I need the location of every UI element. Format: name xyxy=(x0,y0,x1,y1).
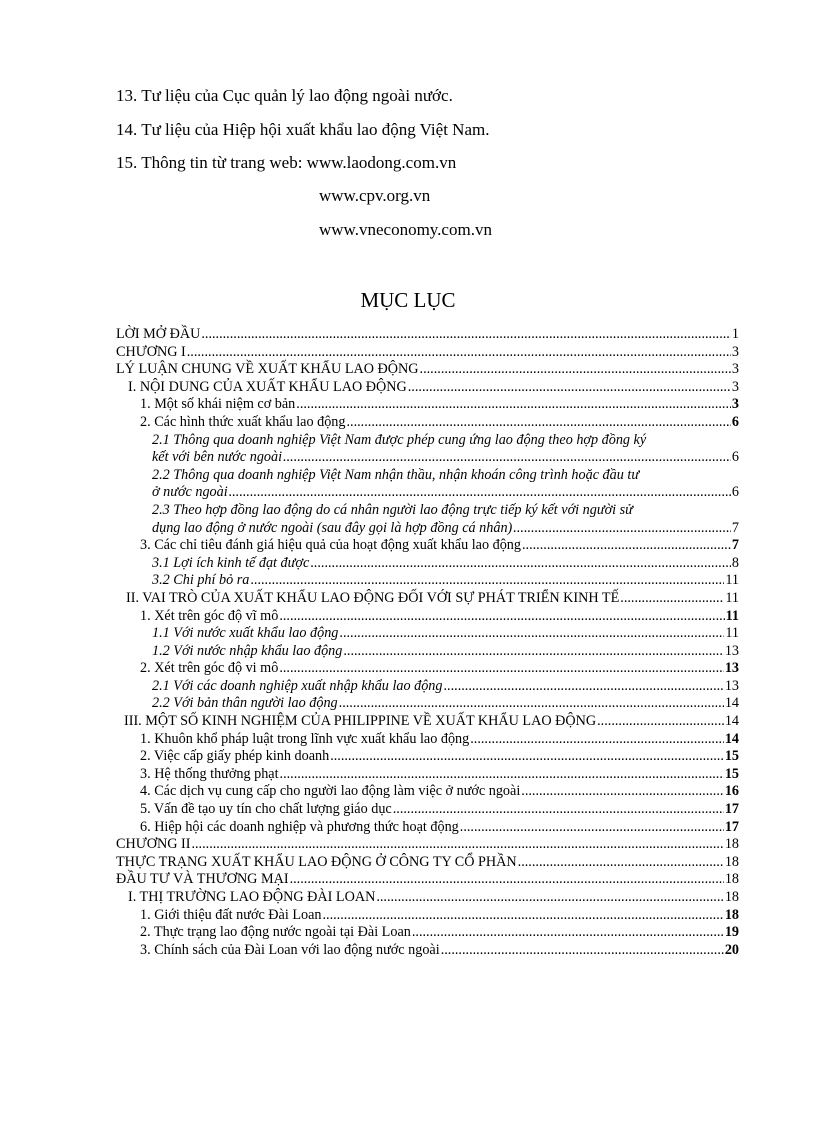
leader-dots xyxy=(620,590,724,608)
toc-entry-page: 18 xyxy=(724,906,739,923)
toc-entry-page: 3 xyxy=(731,396,739,413)
toc-entry[interactable] xyxy=(116,819,739,837)
toc-entry[interactable] xyxy=(116,608,739,626)
toc-entry-text: 2.2 Với bản thân người lao động xyxy=(152,695,338,712)
toc-entry-line1: 2.3 Theo hợp đồng lao động do cá nhân người lao động trực tiếp ký kết với người sử xyxy=(152,501,633,518)
toc-entry[interactable] xyxy=(116,467,739,502)
toc-entry-page: 18 xyxy=(724,871,739,888)
leader-dots xyxy=(339,625,724,643)
toc-entry-text: 6. Hiệp hội các doanh nghiệp và phương thức hoạt động xyxy=(140,818,459,835)
toc-entry-page: 3 xyxy=(731,378,739,395)
leader-dots xyxy=(470,731,724,749)
toc-entry-text: ở nước ngoài xyxy=(152,484,228,501)
toc-entry-text: 2. Thực trạng lao động nước ngoài tại Đài Loan xyxy=(140,924,411,941)
toc-entry-text: 4. Các dịch vụ cung cấp cho người lao động làm việc ở nước ngoài xyxy=(140,783,521,800)
leader-dots xyxy=(343,643,723,661)
leader-dots xyxy=(330,748,724,766)
toc-entry[interactable] xyxy=(116,942,739,960)
toc-title: MỤC LỤC xyxy=(360,288,456,312)
toc-entry-text: 2. Việc cấp giấy phép kinh doanh xyxy=(140,748,330,765)
toc-entry-text: II. VAI TRÒ CỦA XUẤT KHẨU LAO ĐỘNG ĐỐI VỚI SỰ PHÁT TRIỂN KINH TẾ xyxy=(126,589,620,606)
toc-entry-page: 19 xyxy=(724,924,739,941)
toc-entry[interactable] xyxy=(116,748,739,766)
leader-dots xyxy=(290,871,724,889)
toc-entry[interactable] xyxy=(116,660,739,678)
toc-entry[interactable] xyxy=(116,572,739,590)
toc-entry-page: 11 xyxy=(725,589,739,606)
leader-dots xyxy=(460,819,724,837)
toc-entry-text: LÝ LUẬN CHUNG VỀ XUẤT KHẨU LAO ĐỘNG xyxy=(116,361,419,378)
toc-entry-page: 1 xyxy=(731,326,739,342)
toc-entry-page: 3 xyxy=(731,361,739,378)
toc-entry-page: 18 xyxy=(724,836,739,853)
toc-entry[interactable] xyxy=(116,836,739,854)
toc-entry-text: 1. Giới thiệu đất nước Đài Loan xyxy=(140,906,322,923)
reference-item: 15. Thông tin từ trang web: www.laodong.com.vn xyxy=(116,153,457,172)
leader-dots xyxy=(310,555,731,573)
leader-dots xyxy=(412,924,724,942)
toc-entry-page: 15 xyxy=(724,765,739,782)
leader-dots xyxy=(346,414,730,432)
toc-entry[interactable] xyxy=(116,625,739,643)
toc-entry-text: 2.1 Với các doanh nghiệp xuất nhập khẩu lao động xyxy=(152,677,443,694)
leader-dots xyxy=(229,484,731,502)
toc-entry[interactable] xyxy=(116,801,739,819)
reference-item: 14. Tư liệu của Hiệp hội xuất khẩu lao động Việt Nam. xyxy=(116,120,490,139)
toc-entry-page: 11 xyxy=(725,607,739,624)
leader-dots xyxy=(376,889,724,907)
toc-entry[interactable] xyxy=(116,783,739,801)
leader-dots xyxy=(280,766,724,784)
toc-entry[interactable] xyxy=(116,871,739,889)
leader-dots xyxy=(444,678,724,696)
toc-entry[interactable] xyxy=(116,432,739,467)
toc-entry[interactable] xyxy=(116,326,739,344)
toc-entry-line1: 2.2 Thông qua doanh nghiệp Việt Nam nhận thầu, nhận khoán công trình hoặc đầu tư xyxy=(152,466,640,483)
reference-item: 13. Tư liệu của Cục quản lý lao động ngoài nước. xyxy=(116,86,453,105)
toc-entry-text: 2. Xét trên góc độ vi mô xyxy=(140,660,279,677)
toc-entry-page: 8 xyxy=(731,554,739,571)
toc-entry-page: 7 xyxy=(731,519,739,536)
toc-entry-page: 18 xyxy=(724,853,739,870)
toc-entry[interactable] xyxy=(116,731,739,749)
leader-dots xyxy=(201,326,731,344)
toc-entry-page: 15 xyxy=(724,748,739,765)
toc-entry[interactable] xyxy=(116,537,739,555)
leader-dots xyxy=(420,361,731,379)
toc-entry-page: 14 xyxy=(724,695,739,712)
toc-entry-page: 17 xyxy=(724,801,739,818)
toc-entry-text: CHƯƠNG I xyxy=(116,343,186,360)
leader-dots xyxy=(518,854,724,872)
toc-entry-text: I. THỊ TRƯỜNG LAO ĐỘNG ĐÀI LOAN xyxy=(128,889,376,905)
toc-entry-text: 1. Một số khái niệm cơ bản xyxy=(140,396,296,413)
leader-dots xyxy=(521,783,724,801)
leader-dots xyxy=(279,660,724,678)
toc-entry-text: 3. Các chỉ tiêu đánh giá hiệu quả của hoạt động xuất khẩu lao động xyxy=(140,537,521,554)
toc-entry-text: 3.1 Lợi ích kinh tế đạt được xyxy=(152,554,310,571)
toc-entry-text: 3.2 Chi phí bỏ ra xyxy=(152,572,250,589)
toc-entry[interactable] xyxy=(116,414,739,432)
toc-entry-text: THỰC TRẠNG XUẤT KHẨU LAO ĐỘNG Ở CÔNG TY CỔ PHẦN xyxy=(116,853,517,870)
toc-entry-page: 6 xyxy=(731,449,739,466)
leader-dots xyxy=(279,608,724,626)
toc-entry[interactable] xyxy=(116,766,739,784)
leader-dots xyxy=(513,520,731,538)
leader-dots xyxy=(339,695,724,713)
toc-entry[interactable] xyxy=(116,907,739,925)
toc-entry[interactable] xyxy=(116,854,739,872)
toc-entry-page: 16 xyxy=(724,783,739,800)
toc-entry[interactable] xyxy=(116,502,739,537)
toc-entry[interactable] xyxy=(116,555,739,573)
reference-item: www.cpv.org.vn xyxy=(319,186,431,205)
toc-entry-text: 1. Xét trên góc độ vĩ mô xyxy=(140,607,279,624)
toc-entry-text: ĐẦU TƯ VÀ THƯƠNG MẠI xyxy=(116,871,289,888)
leader-dots xyxy=(441,942,724,960)
toc-entry-line1: 2.1 Thông qua doanh nghiệp Việt Nam được phép cung ứng lao động theo hợp đồng ký xyxy=(152,431,647,448)
toc-entry-text: dụng lao động ở nước ngoài (sau đây gọi là hợp đồng cá nhân) xyxy=(152,519,513,536)
toc-entry-text: CHƯƠNG II xyxy=(116,836,191,853)
toc-entry[interactable] xyxy=(116,396,739,414)
leader-dots xyxy=(187,344,731,362)
leader-dots xyxy=(393,801,724,819)
toc-entry-page: 17 xyxy=(724,818,739,835)
toc-entry[interactable] xyxy=(116,695,739,713)
toc-entry[interactable] xyxy=(116,678,739,696)
toc-entry-page: 6 xyxy=(731,484,739,501)
toc-entry-page: 20 xyxy=(724,941,739,958)
toc-entry-text: I. NỘI DUNG CỦA XUẤT KHẨU LAO ĐỘNG xyxy=(128,378,407,395)
toc-entry[interactable] xyxy=(116,643,739,661)
toc-entry[interactable] xyxy=(116,344,739,362)
toc-entry-text: 1. Khuôn khổ pháp luật trong lĩnh vực xuất khẩu lao động xyxy=(140,730,470,747)
leader-dots xyxy=(296,396,731,414)
toc-entry-page: 11 xyxy=(725,572,739,589)
toc-entry[interactable] xyxy=(116,889,739,907)
toc-entry-page: 3 xyxy=(731,343,739,360)
table-of-contents xyxy=(116,326,739,959)
leader-dots xyxy=(408,379,731,397)
leader-dots xyxy=(191,836,723,854)
toc-entry[interactable] xyxy=(116,590,739,608)
toc-entry-text: 1.2 Với nước nhập khẩu lao động xyxy=(152,642,343,659)
leader-dots xyxy=(597,713,724,731)
toc-entry-text: 1.1 Với nước xuất khẩu lao động xyxy=(152,625,339,642)
toc-entry-page: 18 xyxy=(724,889,739,905)
toc-entry-text: kết với bên nước ngoài xyxy=(152,449,283,466)
leader-dots xyxy=(250,572,724,590)
reference-item: www.vneconomy.com.vn xyxy=(319,220,492,239)
leader-dots xyxy=(283,449,731,467)
leader-dots xyxy=(322,907,723,925)
toc-entry-page: 11 xyxy=(725,625,739,642)
toc-entry-page: 14 xyxy=(724,713,739,730)
toc-entry-text: 2. Các hình thức xuất khẩu lao động xyxy=(140,413,346,430)
toc-entry[interactable] xyxy=(116,379,739,397)
toc-entry-text: 3. Hệ thống thưởng phạt xyxy=(140,765,279,782)
toc-entry-page: 14 xyxy=(724,730,739,747)
toc-entry-page: 13 xyxy=(724,642,739,659)
toc-entry-page: 7 xyxy=(731,537,739,554)
toc-entry-text: LỜI MỞ ĐẦU xyxy=(116,326,201,342)
toc-entry-page: 13 xyxy=(724,677,739,694)
toc-entry-page: 13 xyxy=(724,660,739,677)
toc-entry-text: III. MỘT SỐ KINH NGHIỆM CỦA PHILIPPINE VỀ XUẤT KHẨU LAO ĐỘNG xyxy=(124,713,597,730)
toc-entry-text: 5. Vấn đề tạo uy tín cho chất lượng giáo dục xyxy=(140,801,392,818)
toc-entry[interactable] xyxy=(116,361,739,379)
leader-dots xyxy=(522,537,731,555)
toc-entry-page: 6 xyxy=(731,413,739,430)
toc-entry[interactable] xyxy=(116,713,739,731)
toc-entry-text: 3. Chính sách của Đài Loan với lao động nước ngoài xyxy=(140,941,440,958)
toc-entry[interactable] xyxy=(116,924,739,942)
